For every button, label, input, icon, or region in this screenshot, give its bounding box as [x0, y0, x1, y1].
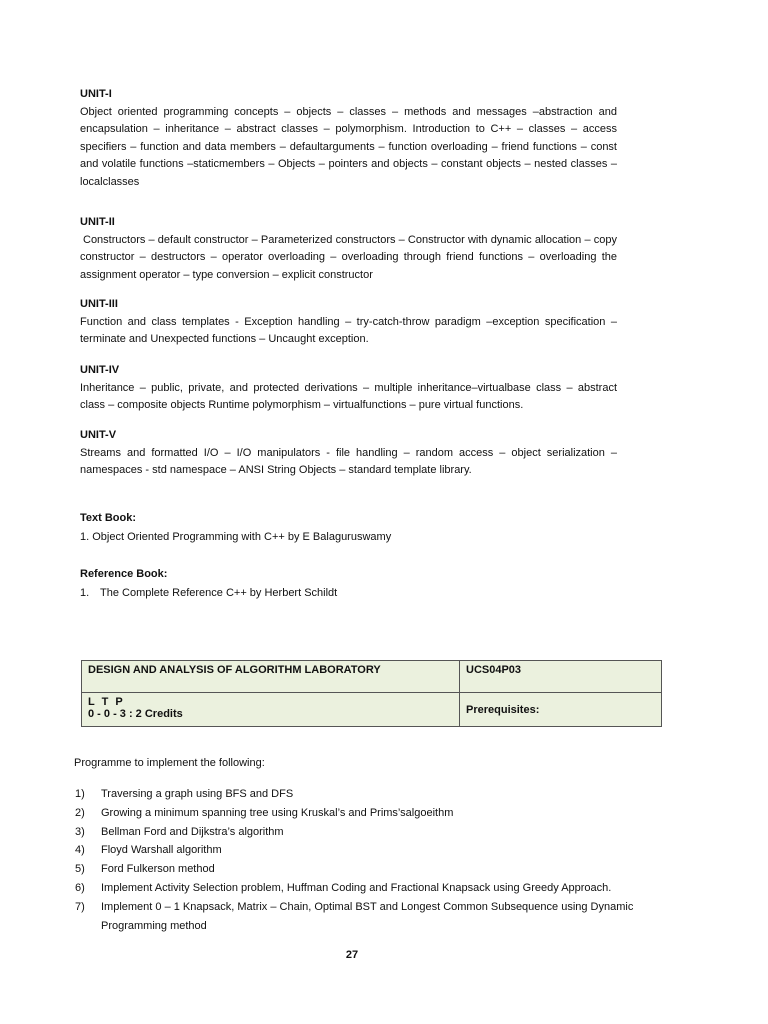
programme-list — [75, 785, 685, 935]
item-number: 6) — [75, 881, 85, 894]
reference-number: 1. — [80, 587, 90, 599]
item-text: Growing a minimum spanning tree using Kruskal’s and Prims’salgoeithm — [101, 806, 454, 819]
item-number: 3) — [75, 825, 85, 838]
course-table — [81, 660, 662, 727]
unit-title: UNIT-II — [80, 216, 115, 228]
list-item — [75, 898, 685, 936]
unit-1 — [80, 86, 617, 191]
list-item — [75, 823, 685, 842]
prerequisites: Prerequisites: — [460, 693, 662, 727]
unit-3 — [80, 296, 617, 349]
unit-5 — [80, 427, 617, 480]
unit-title: UNIT-V — [80, 429, 117, 441]
reference-text: The Complete Reference C++ by Herbert Schildt — [100, 587, 338, 599]
unit-body: Streams and formatted I/O – I/O manipulators - file handling – random access – object serialization – namespaces - std namespace – ANSI String Objects – standard template library. — [80, 446, 617, 476]
unit-body: Object oriented programming concepts – objects – classes – methods and messages –abstraction and encapsulation – inheritance – abstract classes – polymorphism. Introduction to C++ – classes – access specifiers – function and data members – defaultarguments – function overloading – friend functions – const and volatile functions –staticmembers – Objects – pointers and objects – constant objects – nested classes – localclasses — [80, 105, 617, 188]
unit-title: UNIT-I — [80, 88, 112, 100]
unit-4 — [80, 362, 617, 415]
list-item — [75, 841, 685, 860]
unit-body: Constructors – default constructor – Parameterized constructors – Constructor with dynamic allocation – copy constructor – destructors – operator overloading – overloading through friend functions – overloading the assignment operator – type conversion – explicit constructor — [80, 233, 617, 281]
programme-intro: Programme to implement the following: — [74, 757, 265, 769]
reference-book-heading: Reference Book: — [80, 568, 168, 580]
item-number: 4) — [75, 844, 85, 857]
item-text: Ford Fulkerson method — [101, 863, 215, 876]
unit-title: UNIT-III — [80, 298, 118, 310]
item-text: Implement Activity Selection problem, Huffman Coding and Fractional Knapsack using Greedy Approach. — [101, 881, 612, 894]
unit-body: Function and class templates - Exception handling – try-catch-throw paradigm –exception specification – terminate and Unexpected functions – Uncaught exception. — [80, 315, 617, 345]
item-number: 1) — [75, 788, 85, 800]
unit-title: UNIT-IV — [80, 364, 120, 376]
ltp-label: L T P — [88, 696, 125, 708]
reference-book-item — [80, 585, 620, 602]
list-item — [75, 804, 685, 823]
course-code: UCS04P03 — [460, 661, 662, 693]
page-number: 27 — [345, 949, 359, 961]
unit-2 — [80, 214, 617, 284]
item-number: 7) — [75, 900, 85, 913]
list-item — [75, 879, 685, 898]
list-item — [75, 860, 685, 879]
item-number: 2) — [75, 806, 85, 819]
text-book-item: 1. Object Oriented Programming with C++ by E Balaguruswamy — [80, 531, 392, 543]
item-text: Bellman Ford and Dijkstra’s algorithm — [101, 825, 284, 838]
text-book-section — [80, 510, 620, 546]
item-text: Traversing a graph using BFS and DFS — [101, 788, 294, 800]
course-title: DESIGN AND ANALYSIS OF ALGORITHM LABORATORY — [82, 661, 460, 693]
item-number: 5) — [75, 863, 85, 876]
item-text: Floyd Warshall algorithm — [101, 844, 222, 857]
item-text: Implement 0 – 1 Knapsack, Matrix – Chain, Optimal BST and Longest Common Subsequence using Dynamic Programming method — [101, 900, 634, 932]
text-book-heading: Text Book: — [80, 512, 137, 524]
unit-body: Inheritance – public, private, and protected derivations – multiple inheritance–virtualbase class – abstract class – composite objects Runtime polymorphism – virtualfunctions – pure virtual functions. — [80, 381, 617, 411]
list-item — [75, 785, 685, 804]
credits: 0 - 0 - 3 : 2 Credits — [88, 708, 183, 720]
course-ltp-cell — [82, 693, 460, 727]
reference-book-section — [80, 566, 620, 602]
